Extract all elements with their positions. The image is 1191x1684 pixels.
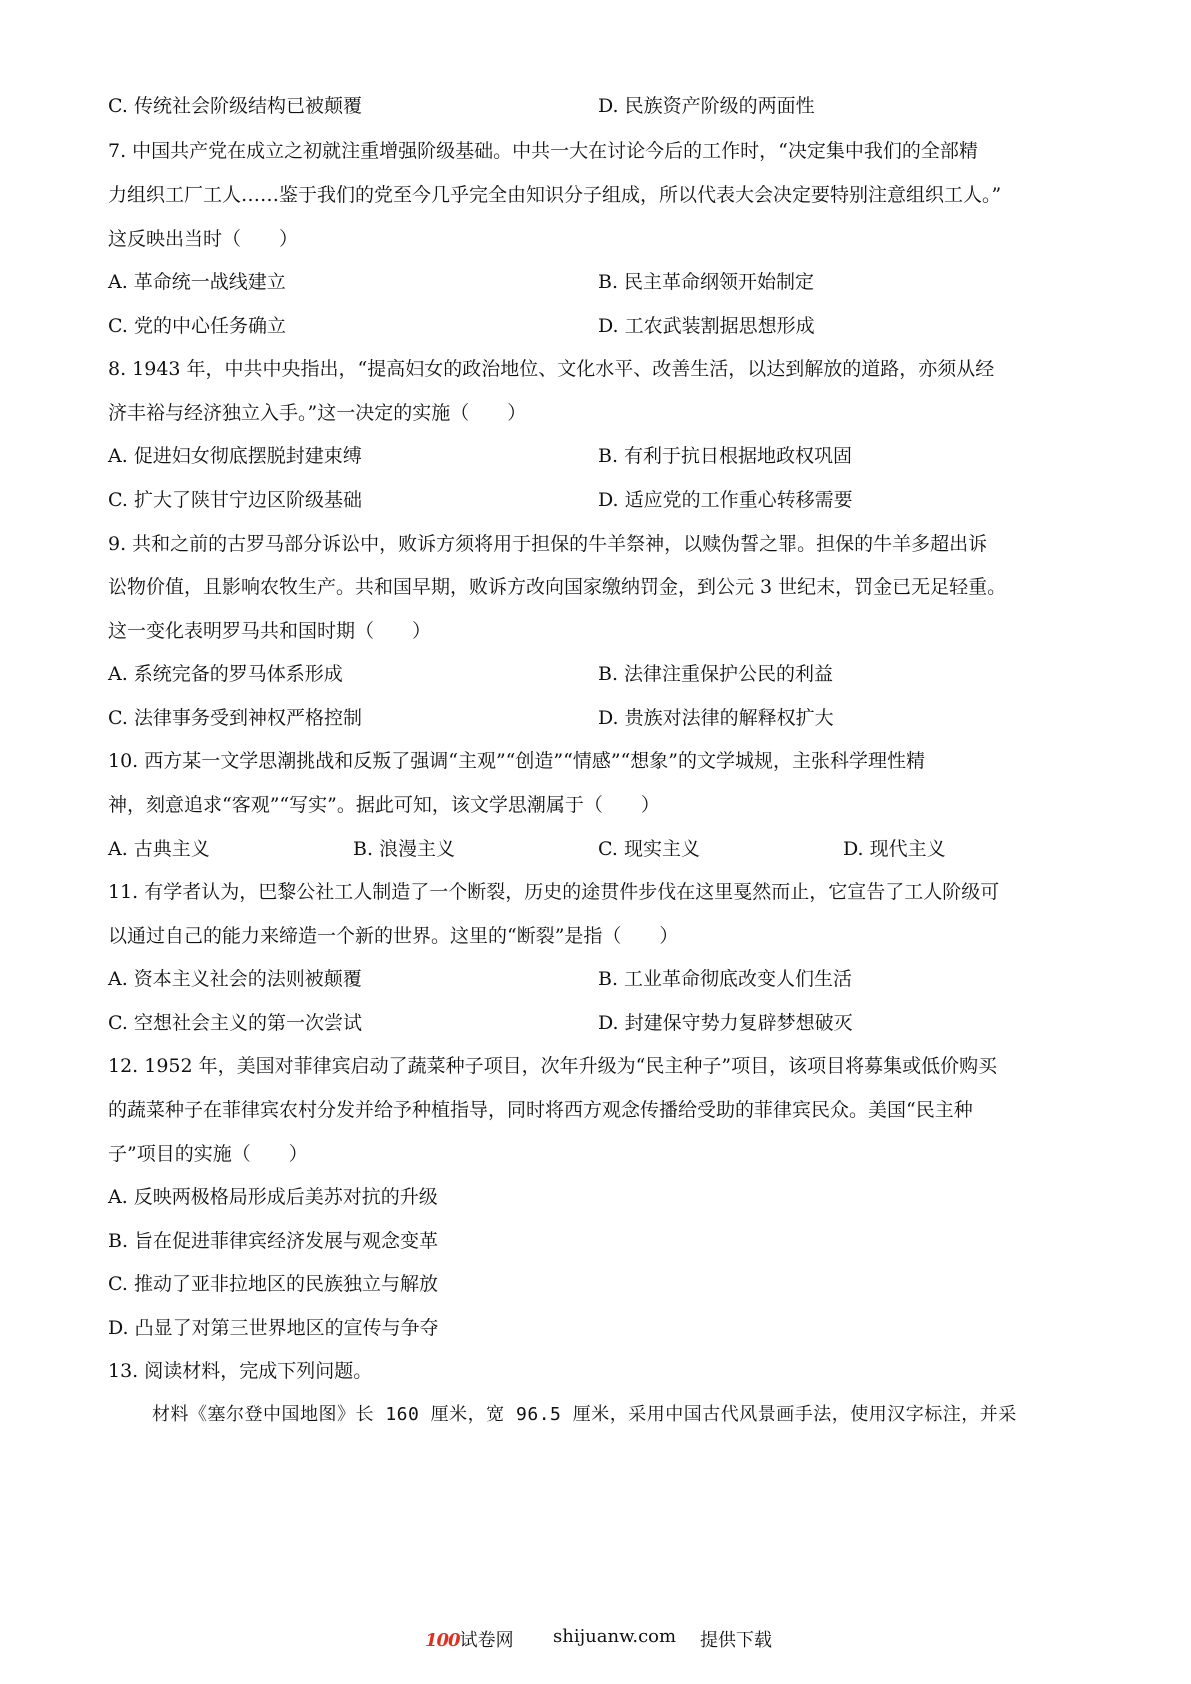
q7-option-a: A. 革命统一战线建立 [108, 271, 286, 293]
footer-logo [425, 1626, 514, 1652]
q12-stem-line-1: 12. 1952 年，美国对菲律宾启动了蔬菜种子项目，次年升级为“民主种子”项目，该项目将募集或低价购买 [108, 1055, 998, 1077]
q7-stem-line-1: 7. 中国共产党在成立之初就注重增强阶级基础。中共一大在讨论今后的工作时，“决定集中我们的全部精 [108, 140, 978, 162]
q10-option-a: A. 古典主义 [108, 838, 210, 860]
q10-option-b: B. 浪漫主义 [353, 838, 456, 860]
footer-site-link[interactable]: shijuanw.com [553, 1626, 677, 1647]
q11-option-b: B. 工业革命彻底改变人们生活 [598, 968, 853, 990]
q12-stem-line-3: 子”项目的实施（ ） [108, 1143, 308, 1165]
q10-stem-line-2: 神，刻意追求“客观”“写实”。据此可知，该文学思潮属于（ ） [108, 794, 660, 816]
q13-material: 材料《塞尔登中国地图》长 160 厘米，宽 96.5 厘米，采用中国古代风景画手法，使用汉字标注，并采 [152, 1404, 1017, 1425]
q12-option-d: D. 凸显了对第三世界地区的宣传与争夺 [108, 1317, 439, 1339]
q9-stem-line-2: 讼物价值，且影响农牧生产。共和国早期，败诉方改向国家缴纳罚金，到公元 3 世纪末，罚金已无足轻重。 [108, 576, 1007, 598]
q10-stem-line-1: 10. 西方某一文学思潮挑战和反叛了强调“主观”“创造”“情感”“想象”的文学城规，主张科学理性精 [108, 750, 925, 772]
q12-stem-line-2: 的蔬菜种子在菲律宾农村分发并给予种植指导，同时将西方观念传播给受助的菲律宾民众。美国“民主种 [108, 1099, 973, 1121]
logo-number: 100 [425, 1630, 460, 1651]
q11-option-a: A. 资本主义社会的法则被颠覆 [108, 968, 362, 990]
q8-option-c: C. 扩大了陕甘宁边区阶级基础 [108, 489, 362, 511]
q9-stem-line-1: 9. 共和之前的古罗马部分诉讼中，败诉方须将用于担保的牛羊祭神，以赎伪誓之罪。担保的牛羊多超出诉 [108, 533, 988, 555]
q9-stem-line-3: 这一变化表明罗马共和国时期（ ） [108, 620, 432, 642]
q7-stem-line-3: 这反映出当时（ ） [108, 228, 299, 250]
q8-stem-line-2: 济丰裕与经济独立入手。”这一决定的实施（ ） [108, 402, 527, 424]
footer-note: 提供下载 [700, 1630, 772, 1651]
q12-option-a: A. 反映两极格局形成后美苏对抗的升级 [108, 1186, 438, 1208]
q8-stem-line-1: 8. 1943 年，中共中央指出，“提高妇女的政治地位、文化水平、改善生活，以达到解放的道路，亦须从经 [108, 358, 995, 380]
q8-option-d: D. 适应党的工作重心转移需要 [598, 489, 853, 511]
q6-option-d: D. 民族资产阶级的两面性 [598, 95, 815, 117]
q9-option-b: B. 法律注重保护公民的利益 [598, 663, 834, 685]
q7-stem-line-2: 力组织工厂工人……鉴于我们的党至今几乎完全由知识分子组成，所以代表大会决定要特别注意组织工人。” [108, 184, 1002, 206]
q11-stem-line-1: 11. 有学者认为，巴黎公社工人制造了一个断裂，历史的途贯件步伐在这里戛然而止，它宣告了工人阶级可 [108, 881, 1000, 903]
q7-option-c: C. 党的中心任务确立 [108, 315, 286, 337]
q9-option-c: C. 法律事务受到神权严格控制 [108, 707, 362, 729]
q11-stem-line-2: 以通过自己的能力来缔造一个新的世界。这里的“断裂”是指（ ） [108, 925, 679, 947]
q10-option-c: C. 现实主义 [598, 838, 700, 860]
q13-stem-line-1: 13. 阅读材料，完成下列问题。 [108, 1360, 373, 1382]
q8-option-a: A. 促进妇女彻底摆脱封建束缚 [108, 445, 362, 467]
page-footer [0, 1624, 1191, 1654]
q9-option-a: A. 系统完备的罗马体系形成 [108, 663, 343, 685]
q10-option-d: D. 现代主义 [843, 838, 946, 860]
q7-option-d: D. 工农武装割据思想形成 [598, 315, 815, 337]
q12-option-b: B. 旨在促进菲律宾经济发展与观念变革 [108, 1230, 439, 1252]
q12-option-c: C. 推动了亚非拉地区的民族独立与解放 [108, 1273, 438, 1295]
q7-option-b: B. 民主革命纲领开始制定 [598, 271, 815, 293]
q9-option-d: D. 贵族对法律的解释权扩大 [598, 707, 834, 729]
logo-text: 试卷网 [459, 1630, 514, 1651]
q11-option-c: C. 空想社会主义的第一次尝试 [108, 1012, 362, 1034]
q6-option-c: C. 传统社会阶级结构已被颠覆 [108, 95, 362, 117]
q11-option-d: D. 封建保守势力复辟梦想破灭 [598, 1012, 853, 1034]
q8-option-b: B. 有利于抗日根据地政权巩固 [598, 445, 853, 467]
